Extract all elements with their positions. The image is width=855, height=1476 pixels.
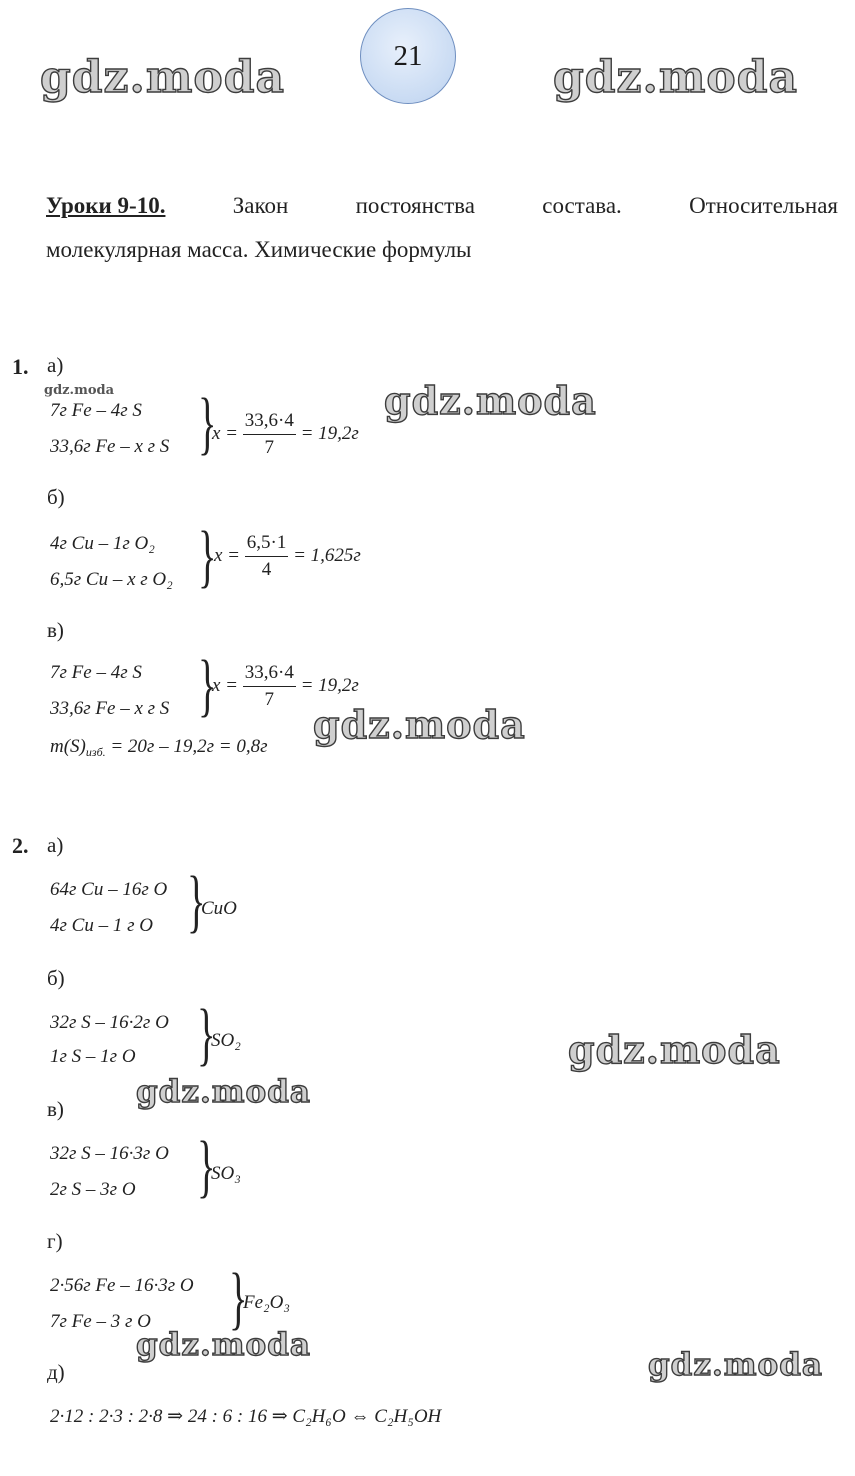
subtask-label: г): [47, 1229, 63, 1253]
watermark: gdz.moda: [136, 1327, 311, 1363]
equation-line: 1г S – 1г O: [50, 1046, 136, 1067]
solution: x = $\frac{6,5\cdot 1}{4}$ = 1,625г: [214, 532, 361, 580]
watermark: gdz.moda: [313, 702, 526, 747]
watermark: gdz.moda: [136, 1074, 311, 1110]
page-number-badge: 21: [360, 8, 456, 104]
equation-line: 64г Cu – 16г O: [50, 879, 168, 900]
equation-line: 2г S – 3г O: [50, 1179, 136, 1200]
task-number: 2.: [12, 833, 29, 858]
brace: }: [198, 518, 217, 595]
subtask-label: б): [47, 485, 65, 509]
formula: SO₂: [211, 1030, 241, 1051]
equation-line: 32г S – 16·2г O: [50, 1012, 169, 1033]
watermark: gdz.moda: [40, 52, 286, 103]
brace: }: [229, 1260, 248, 1337]
equation-line: 2·56г Fe – 16·3г O: [50, 1275, 194, 1296]
subtask-label: б): [47, 966, 65, 990]
equation-line: 4г Cu – 1 г O: [50, 915, 153, 936]
title-word: состава.: [542, 193, 622, 218]
formula: SO₃: [211, 1163, 241, 1184]
brace: }: [198, 385, 217, 462]
equation-line: 4г Cu – 1г O₂: [50, 533, 155, 554]
title-word: Относительная: [689, 193, 838, 218]
subtask-label: а): [47, 833, 64, 857]
subtask-label: в): [47, 618, 64, 642]
task-number: 1.: [12, 354, 29, 379]
subtask-label: а): [47, 353, 64, 377]
lesson-title: [46, 184, 838, 272]
excess-mass: $m(S)_{изб.} = 20г - 19,2г = 0,8г$: [50, 736, 268, 759]
watermark: gdz.moda: [553, 52, 799, 103]
watermark: gdz.moda: [648, 1347, 823, 1383]
solution: x = $\frac{33,6\cdot 4}{7}$ = 19,2г: [212, 662, 359, 710]
subtask-label: д): [47, 1360, 65, 1384]
watermark: gdz.moda: [384, 378, 597, 423]
equation-line: 7г Fe – 3 г O: [50, 1311, 151, 1332]
equation-line: 7г Fe – 4г S: [50, 400, 142, 421]
equation-line: 2·12 : 2·3 : 2·8 ⇒ 24 : 6 : 16 ⇒ C₂H₆O ⇔ C₂H₅OH: [50, 1406, 442, 1427]
watermark: gdz.moda: [44, 383, 115, 398]
brace: }: [197, 1128, 216, 1205]
equation-line: 7г Fe – 4г S: [50, 662, 142, 683]
equation-line: 32г S – 16·3г O: [50, 1143, 169, 1164]
watermark: gdz.moda: [568, 1027, 781, 1072]
title-word: постоянства: [355, 193, 475, 218]
brace: }: [187, 863, 206, 940]
solution: x = $\frac{33,6\cdot 4}{7}$ = 19,2г: [212, 410, 359, 458]
equation-line: 33,6г Fe – х г S: [50, 698, 170, 719]
equation-line: 6,5г Cu – х г O₂: [50, 569, 173, 590]
brace: }: [198, 647, 217, 724]
title-word: Закон: [232, 193, 289, 218]
equation-line: 33,6г Fe – х г S: [50, 436, 170, 457]
subtask-label: в): [47, 1097, 64, 1121]
title-line-2: молекулярная масса. Химические формулы: [46, 237, 472, 262]
formula: Fe₂O₃: [243, 1292, 290, 1313]
lesson-number: Уроки 9-10.: [46, 193, 166, 218]
formula: CuO: [201, 898, 237, 919]
brace: }: [197, 996, 216, 1073]
